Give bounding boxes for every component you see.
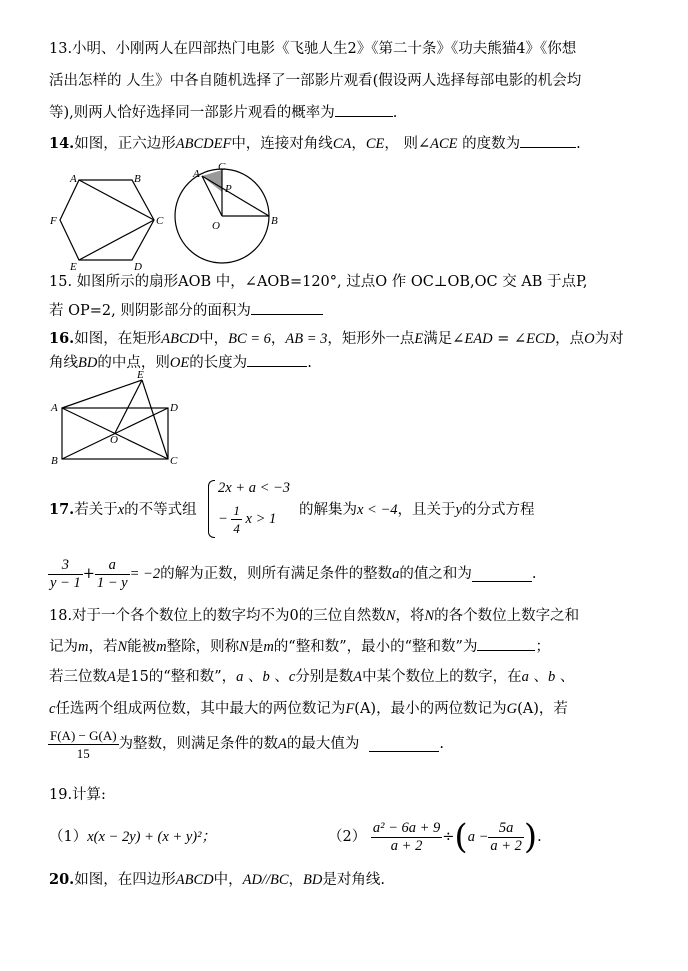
q17-text-f: 的解为正数，则所有满足条件的整数 — [160, 566, 393, 582]
q18-d4: 、 — [555, 669, 575, 685]
q18-n2: N — [424, 608, 435, 624]
q18-line3-b: 是15的“整和数”， — [115, 669, 237, 685]
q15-line-1: 15. 如图所示的扇形AOB 中，∠AOB=120°, 过点O 作 OC⊥OB,OC 交 AB 于点P, — [49, 274, 588, 290]
q18-n1: N — [385, 608, 396, 624]
q16-oe: OE — [169, 355, 190, 371]
q19-p2-fraction — [371, 820, 442, 855]
q19-p2-div: ÷ — [442, 829, 455, 845]
label-A: A — [70, 173, 77, 185]
ineq2-num: 1 — [233, 503, 240, 518]
system-brace — [208, 480, 215, 538]
q18-n4: N — [239, 639, 249, 655]
q18-m1: m — [78, 639, 89, 655]
q14-text-c: ， 则∠ — [384, 136, 431, 152]
q17-text-g: 的值之和为 — [399, 566, 472, 582]
answer-blank-13[interactable] — [335, 102, 393, 117]
q17-inequality-system — [208, 478, 298, 540]
q19-end: . — [537, 829, 542, 845]
q18-line2-f: 的“整和数”，最小的“整和数”为 — [273, 639, 478, 655]
q16-line-1 — [49, 328, 624, 350]
label-B: B — [51, 455, 58, 467]
q18-n3: N — [117, 639, 128, 655]
q14-text-b: 中，连接对角线 — [231, 136, 333, 152]
hexagon-figure — [50, 168, 170, 273]
q18-end: . — [439, 736, 445, 752]
q19-p2-num: a² − 6a + 9 — [372, 819, 441, 836]
q14-hexagon-name: ABCDEF — [175, 136, 232, 152]
q14-text-d: 的度数为 — [457, 136, 521, 152]
q16-ead: EAD — [464, 331, 493, 347]
q18-line5-a: 为整数，则满足条件的数 — [118, 736, 279, 752]
eq-plus: + — [82, 566, 95, 582]
label-B: B — [271, 215, 278, 227]
q16-abcd: ABCD — [161, 331, 200, 347]
q18-frac-num: F(A) − G(A) — [50, 727, 117, 743]
q18-line4-d: ，若 — [538, 701, 568, 717]
q19-part-1 — [49, 826, 216, 848]
q13-end: . — [392, 105, 398, 121]
q14-ca: CA — [332, 136, 352, 152]
label-E: E — [137, 369, 144, 381]
label-D: D — [134, 261, 142, 273]
q18-line-4 — [49, 698, 568, 720]
q17-end: . — [531, 566, 537, 582]
q14-end: . — [576, 136, 581, 152]
q20-bd: BD — [303, 872, 323, 888]
q15-text: 若 OP=2, 则阴影部分的面积为 — [49, 303, 251, 319]
q18-A3: A — [278, 736, 287, 752]
eq-num-2: a — [95, 557, 130, 575]
q14-sep: ， — [351, 136, 366, 152]
q18-line-3 — [49, 666, 574, 688]
q18-d3: 、 — [528, 669, 549, 685]
q17-line-2 — [48, 554, 536, 594]
q19-p1-expr: x(x − 2y) + (x + y)²； — [87, 829, 216, 845]
q14-ce: CE — [365, 136, 385, 152]
q18-line2-a: 记为 — [49, 639, 78, 655]
q18-a2: a — [521, 669, 529, 685]
rectangle-figure — [50, 368, 185, 468]
q16-text-b: 中， — [199, 331, 229, 347]
label-F: F — [50, 215, 57, 227]
q18-A2: A — [353, 669, 363, 685]
q18-line3-d: 中某个数位上的数字，在 — [362, 669, 522, 685]
label-E: E — [70, 261, 77, 273]
q16-line2-b: 的中点，则 — [97, 355, 170, 371]
q20-ad-bc: AD//BC — [242, 872, 289, 888]
q19-p2-paren-a: a − — [467, 829, 489, 845]
q18-line2-e: 是 — [248, 639, 264, 655]
q19-p2-inner-num: 5a — [488, 820, 524, 838]
q16-eq: = ∠ — [492, 331, 527, 347]
label-C: C — [170, 455, 178, 467]
q20-text-b: 中， — [213, 872, 243, 888]
q18-d1: 、 — [243, 669, 263, 685]
q16-bd: BD — [78, 355, 98, 371]
ineq2-fraction — [231, 502, 242, 537]
q13-text: 等),则两人恰好选择同一部影片观看的概率为 — [49, 105, 335, 121]
q18-line3-c: 分别是数 — [295, 669, 354, 685]
q16-line2-c: 的长度为 — [189, 355, 248, 371]
answer-blank-17[interactable] — [472, 567, 532, 582]
q16-end: . — [307, 355, 312, 371]
q18-ga-arg: (A) — [517, 701, 539, 717]
q18-line1-b: ，将 — [395, 608, 425, 624]
q19-part-2 — [328, 814, 542, 860]
ineq2-sign: − — [218, 511, 228, 527]
hexagon — [60, 180, 154, 260]
q20-abcd: ABCD — [175, 872, 214, 888]
q20-text-a: 如图，在四边形 — [74, 872, 176, 888]
q14-number: 14. — [49, 135, 75, 152]
q18-fa-arg: (A) — [354, 701, 377, 717]
label-A: A — [51, 402, 58, 414]
q16-line2-a: 角线 — [49, 355, 78, 371]
q18-abc-a: a — [236, 669, 244, 685]
q16-text-c: ，矩形外一点 — [327, 331, 415, 347]
q18-c2: c — [49, 701, 56, 717]
q20-sep: ， — [288, 872, 304, 888]
q19-p2-label: （2） — [328, 829, 367, 845]
q17-number: 17. — [49, 501, 75, 518]
q18-A1: A — [107, 669, 116, 685]
label-O: O — [110, 434, 118, 446]
q19-title: 19.计算: — [49, 787, 106, 803]
q16-text-d: 满足∠ — [423, 331, 465, 347]
q19-p2-inner-den: a + 2 — [490, 837, 522, 854]
q18-line5-b: 的最大值为 — [286, 736, 360, 752]
q18-m3: m — [263, 639, 274, 655]
q18-m2: m — [156, 639, 167, 655]
q18-abc-c: c — [288, 669, 296, 685]
label-A: A — [193, 168, 200, 180]
q17-y: y — [455, 502, 462, 518]
q18-line2-d: 整除，则称 — [166, 639, 240, 655]
q17-line-1 — [49, 499, 197, 521]
q18-abc-b: b — [262, 669, 270, 685]
q18-line-5 — [48, 726, 444, 762]
q17-text-e: 的分式方程 — [461, 502, 535, 518]
ineq2-den: 4 — [233, 521, 240, 536]
q17-text-b: 的不等式组 — [124, 502, 197, 518]
q14-line — [49, 133, 581, 155]
eq-rhs: = −2 — [129, 566, 161, 582]
q19-p2-inner-fraction — [488, 820, 524, 855]
q18-line4-b: ，最小的两位数记为 — [376, 701, 507, 717]
q14-text-a: 如图，正六边形 — [74, 136, 176, 152]
q16-bc: BC = 6 — [228, 331, 271, 347]
q13-line-1: 13.小明、小刚两人在四部热门电影《飞驰人生2》《第二十条》《功夫熊猫4》《你想 — [49, 41, 577, 57]
q16-number: 16. — [49, 330, 75, 347]
q17-text-a: 若关于 — [74, 502, 118, 518]
q18-frac-den: 15 — [76, 745, 90, 761]
q18-line1-a: 18.对于一个各个数位上的数字均不为0的三位自然数 — [49, 608, 386, 624]
q13-line-2: 活出怎样的 人生》中各自随机选择了一部影片观看(假设两人选择每部电影的机会均 — [49, 73, 582, 89]
q18-line1-c: 的各个数位上数字之和 — [434, 608, 580, 624]
q16-text-a: 如图，在矩形 — [74, 331, 162, 347]
inequality-1 — [218, 480, 290, 497]
q16-e: E — [414, 331, 424, 347]
q18-line-2 — [49, 636, 550, 658]
q18-fa: F — [345, 701, 355, 717]
q20-number: 20. — [49, 871, 75, 888]
q16-text-f: 为对 — [594, 331, 624, 347]
q18-ga: G — [506, 701, 518, 717]
q20-line — [49, 869, 385, 891]
q18-line-1 — [49, 605, 579, 627]
label-B: B — [134, 173, 141, 185]
q17-line-1b — [299, 499, 534, 521]
q19-p2-paren-close: ) — [523, 817, 538, 857]
label-O: O — [212, 220, 220, 232]
q16-ab: AB = 3 — [285, 331, 328, 347]
q16-o: O — [584, 331, 595, 347]
q19-p1-label: （1） — [49, 829, 88, 845]
q16-ecd: ECD — [526, 331, 556, 347]
label-C: C — [156, 215, 164, 227]
q15-line-2 — [49, 300, 323, 322]
q17-x: x — [117, 502, 125, 518]
q17-text-c: 的解集为 — [299, 502, 357, 518]
q17-solution: x < −4 — [357, 502, 398, 518]
q14-ace: ACE — [430, 136, 458, 152]
answer-blank-18a[interactable] — [477, 636, 535, 651]
sector-figure — [172, 161, 282, 269]
q20-end: . — [380, 872, 385, 888]
q16-text-e: ，点 — [555, 331, 585, 347]
q20-text-c: 是对角线 — [322, 872, 381, 888]
answer-blank-14[interactable] — [520, 133, 576, 148]
eq-num-1: 3 — [48, 557, 83, 575]
inequality-2 — [218, 502, 276, 537]
ineq2-rhs: x > 1 — [245, 511, 277, 527]
segment-ec — [142, 380, 168, 459]
q17-a: a — [392, 566, 400, 582]
ineq1-rhs: < −3 — [259, 480, 291, 496]
eq-fraction-2 — [95, 557, 130, 592]
eq-den-2: 1 − y — [96, 574, 128, 591]
q18-d2: 、 — [269, 669, 289, 685]
label-P: P — [225, 183, 232, 195]
q18-fraction — [48, 727, 119, 762]
ineq1-lhs: 2x + a — [218, 480, 256, 496]
answer-blank-18b[interactable] — [369, 737, 439, 752]
q13-line-3 — [49, 102, 397, 124]
q18-line3-a: 若三位数 — [49, 669, 107, 685]
q18-line2-b: ，若 — [88, 639, 118, 655]
q18-line4-a: 任选两个组成两位数，其中最大的两位数记为 — [55, 701, 346, 717]
answer-blank-16[interactable] — [247, 352, 307, 367]
eq-den-1: y − 1 — [50, 574, 81, 591]
answer-blank-15[interactable] — [251, 300, 323, 315]
label-C: C — [218, 161, 226, 173]
eq-fraction-1 — [48, 557, 83, 592]
q18-b2: b — [548, 669, 556, 685]
q18-line2-c: 能被 — [127, 639, 157, 655]
q17-text-d: ，且关于 — [397, 502, 456, 518]
q16-sep: ， — [270, 331, 286, 347]
q18-line2-end: ； — [535, 639, 550, 655]
q19-p2-den: a + 2 — [390, 837, 423, 854]
q19-p2-paren-open: ( — [454, 817, 468, 857]
label-D: D — [170, 402, 178, 414]
